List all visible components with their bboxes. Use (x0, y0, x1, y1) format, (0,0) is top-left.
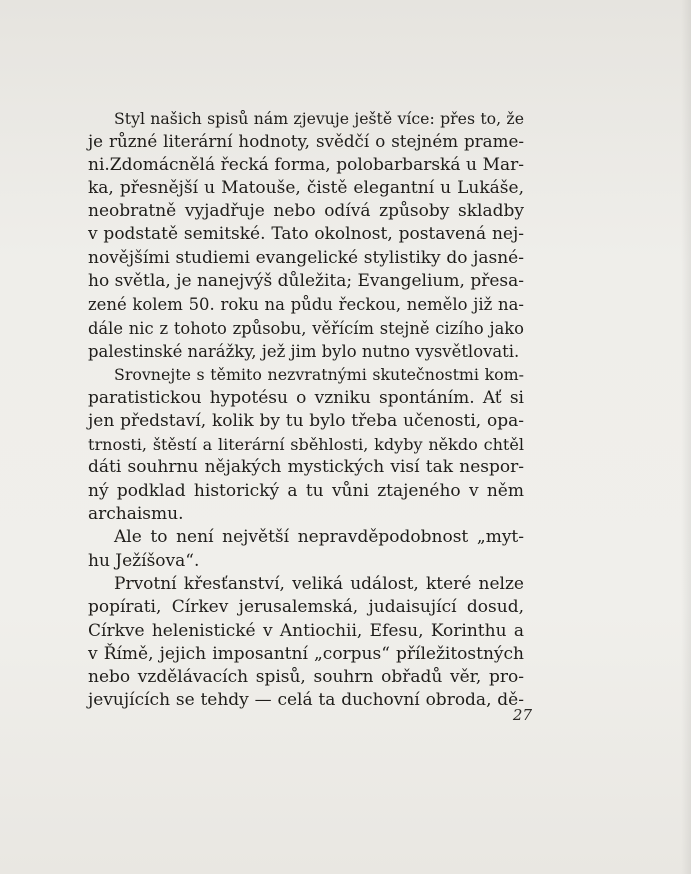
text-line: v Římě, jejich imposantní „corpus“ příležitostných (88, 643, 524, 664)
text-line: jen představí, kolik by tu bylo třeba učenosti, opa- (88, 410, 524, 431)
text-line: je různé literární hodnoty, svědčí o stejném prame- (88, 131, 524, 152)
text-line: archaismu. (88, 504, 184, 525)
text-line: jevujících se tehdy — celá ta duchovní obroda, dě- (88, 690, 524, 711)
text-line: popírati, Církev jerusalemská, judaisující dosud, (88, 597, 524, 618)
body-text (88, 107, 524, 713)
text-line: ho světla, je nanejvýš důležita; Evangelium, přesa- (88, 271, 524, 292)
text-line: paratistickou hypotésu o vzniku spontáním. Ať si (88, 387, 524, 408)
text-line: Ale to není největší nepravděpodobnost „myt- (114, 527, 524, 548)
text-line: Styl našich spisů nám zjevuje ještě více: přes to, že (114, 109, 524, 128)
text-line: zené kolem 50. roku na půdu řeckou, nemělo již na- (88, 295, 524, 315)
text-line: dáti souhrnu nějakých mystických visí tak nespor- (88, 457, 524, 478)
text-line: Církve helenistické v Antiochii, Efesu, Korinthu a (88, 620, 524, 641)
text-line: ný podklad historický a tu vůni ztajeného v něm (88, 480, 524, 501)
text-line: hu Ježíšova“. (88, 550, 200, 571)
text-line: trnosti, štěstí a literární sběhlosti, kdyby někdo chtěl (88, 435, 524, 455)
page-number: 27 (512, 706, 532, 724)
text-line: Srovnejte s těmito nezvratnými skutečnostmi kom- (114, 365, 524, 385)
text-line: nebo vzdělávacích spisů, souhrn obřadů věr, pro- (88, 667, 524, 688)
page-edge-shadow (681, 0, 691, 874)
text-line: Prvotní křesťanství, veliká událost, které nelze (114, 573, 524, 594)
text-line: ka, přesnější u Matouše, čistě elegantní u Lukáše, (88, 177, 524, 198)
text-line: neobratně vyjadřuje nebo odívá způsoby skladby (88, 201, 524, 222)
text-line: novějšími studiemi evangelické stylistiky do jasné- (88, 247, 524, 268)
text-line: palestinské narážky, jež jim bylo nutno vysvětlovati. (88, 341, 520, 361)
text-line: dále nic z tohoto způsobu, věřícím stejně cizího jako (88, 318, 524, 338)
text-line: ni.Zdomácnělá řecká forma, polobarbarská u Mar- (88, 154, 524, 175)
text-line: v podstatě semitské. Tato okolnost, postavená nej- (88, 224, 524, 245)
